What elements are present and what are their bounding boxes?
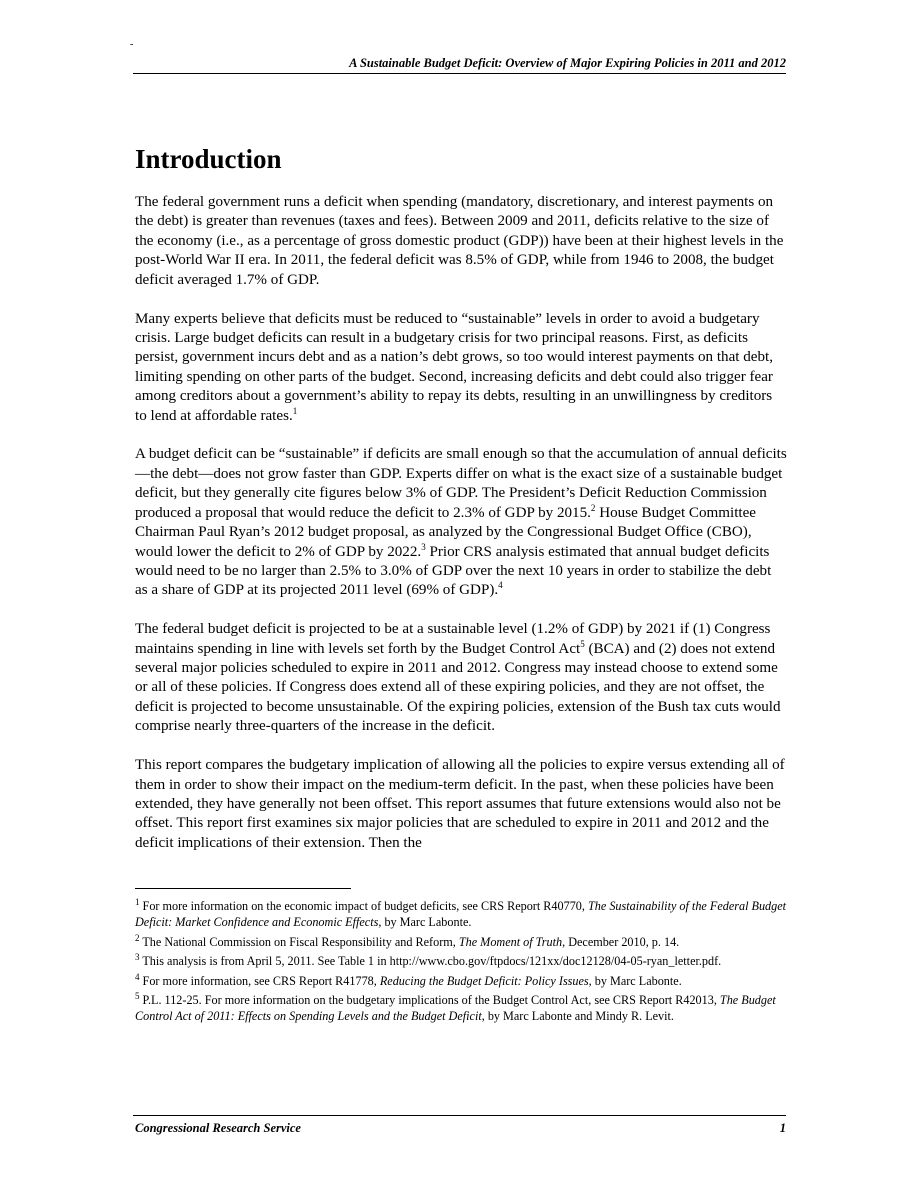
- page-number: 1: [779, 1121, 786, 1135]
- footnote-text: For more information on the economic impact of budget deficits, see CRS Report R40770,: [139, 899, 588, 913]
- footnote-ref-3[interactable]: 3: [421, 541, 426, 552]
- body-text: [135, 193, 787, 873]
- paragraph-3-part-c: Prior CRS analysis estimated that annual budget deficits would need to be no larger than 2.5% to 3.0% of GDP over the next 10 years in order to stabilize the debt as a share of GDP at its projected 2011 level (69% of GDP).: [135, 543, 772, 599]
- paragraph-2-text: Many experts believe that deficits must be reduced to “sustainable” levels in order to avoid a budgetary crisis. Large budget deficits can result in a budgetary crisis for two principal reasons. First, as deficits persist, government incurs debt and as a nation’s debt grows, so too would interest payments on that debt, limiting spending on other parts of the budget. Second, increasing deficits and debt could also trigger fear among creditors about a government’s ability to repay its debts, resulting in an unwillingness by creditors to lend at affordable rates.: [135, 310, 774, 424]
- footnote-text: , by Marc Labonte.: [588, 973, 682, 988]
- footnotes: [135, 898, 787, 1028]
- footnote-4: [135, 973, 787, 989]
- footnote-5: [135, 992, 787, 1024]
- running-head: A Sustainable Budget Deficit: Overview of Major Expiring Policies in 2011 and 2012: [133, 56, 786, 74]
- paragraph-3: [135, 445, 787, 600]
- report-title: The Moment of Truth: [458, 934, 563, 949]
- footnote-text: , December 2010, p. 14.: [562, 934, 680, 949]
- section-heading: Introduction: [135, 144, 282, 174]
- footer-publisher: Congressional Research Service: [135, 1121, 301, 1135]
- paragraph-2: [135, 310, 787, 426]
- footnote-1: [135, 898, 787, 930]
- footnote-text: P.L. 112-25. For more information on the budgetary implications of the Budget Control Act, see CRS Report R42013,: [139, 993, 720, 1007]
- report-title: The Budget Control Act of 2011: Effects on Spending Levels and the Budget Deficit: [135, 993, 776, 1023]
- paragraph-4-part-b: (BCA) and (2) does not extend several major policies scheduled to expire in 2011 and 2012. Congress may instead choose to extend some or all of these policies. If Congress does extend all of these expiring policies, and they are not offset, the deficit is projected to become unsustainable. Of the expiring policies, extension of the Bush tax cuts would comprise nearly three-quarters of the increase in the deficit.: [135, 640, 781, 735]
- footnote-ref-4[interactable]: 4: [498, 580, 503, 591]
- footnote-number: 1: [135, 896, 140, 907]
- paragraph-3-part-a: A budget deficit can be “sustainable” if deficits are small enough so that the accumulation of annual deficits—the debt—does not grow faster than GDP. Experts differ on what is the exact size of a sustainable budget deficit, but they generally cite figures below 3% of GDP. The President’s Deficit Reduction Commission produced a proposal that would reduce the deficit to 2.3% of GDP by 2015.: [135, 446, 787, 521]
- stray-mark: -: [130, 39, 134, 50]
- footnote-number: 3: [135, 951, 140, 962]
- footer-divider: [133, 1115, 786, 1116]
- paragraph-5: This report compares the budgetary implication of allowing all the policies to expire versus extending all of them in order to show their impact on the medium-term deficit. In the past, when these policies have been extended, they have generally not been offset. This report assumes that future extensions would also not be offset. This report first examines six major policies that are scheduled to expire in 2011 and 2012 and the deficit implications of their extension. Then the: [135, 757, 785, 851]
- footnote-number: 5: [135, 990, 140, 1001]
- footnote-text: This analysis is from April 5, 2011. See Table 1 in http://www.cbo.gov/ftpdocs/121xx/doc12128/04-05-ryan_letter.pdf.: [139, 954, 722, 968]
- report-title: Reducing the Budget Deficit: Policy Issues: [379, 973, 589, 988]
- footnote-ref-2[interactable]: 2: [590, 502, 596, 513]
- footnote-2: [135, 934, 787, 950]
- paragraph-4: [135, 620, 787, 736]
- footnote-number: 2: [135, 932, 140, 943]
- footnote-divider: [135, 888, 351, 889]
- footnote-ref-5[interactable]: 5: [580, 638, 585, 649]
- footnote-ref-1[interactable]: 1: [292, 405, 298, 416]
- footnote-text: For more information, see CRS Report R41778,: [139, 973, 380, 988]
- footnote-text: The National Commission on Fiscal Responsibility and Reform,: [139, 934, 459, 949]
- footnote-number: 4: [135, 971, 140, 982]
- paragraph-1: The federal government runs a deficit when spending (mandatory, discretionary, and interest payments on the debt) is greater than revenues (taxes and fees). Between 2009 and 2011, deficits relative to the size of the economy (i.e., as a percentage of gross domestic product (GDP)) have been at their highest levels in the post-World War II era. In 2011, the federal deficit was 8.5% of GDP, while from 1946 to 2008, the budget deficit averaged 1.7% of GDP.: [135, 194, 784, 288]
- footnote-text: , by Marc Labonte.: [378, 915, 472, 929]
- report-title: The Sustainability of the Federal Budget Deficit: Market Confidence and Economic Effects: [135, 899, 787, 929]
- footnote-text: , by Marc Labonte and Mindy R. Levit.: [481, 1009, 674, 1023]
- paragraph-3-part-b: House Budget Committee Chairman Paul Ryan’s 2012 budget proposal, as analyzed by the Congressional Budget Office (CBO), would lower the deficit to 2% of GDP by 2022.: [135, 504, 756, 560]
- paragraph-4-part-a: The federal budget deficit is projected to be at a sustainable level (1.2% of GDP) by 2021 if (1) Congress maintains spending in line with levels set forth by the Budget Control Act: [135, 621, 771, 657]
- footnote-3: [135, 953, 787, 969]
